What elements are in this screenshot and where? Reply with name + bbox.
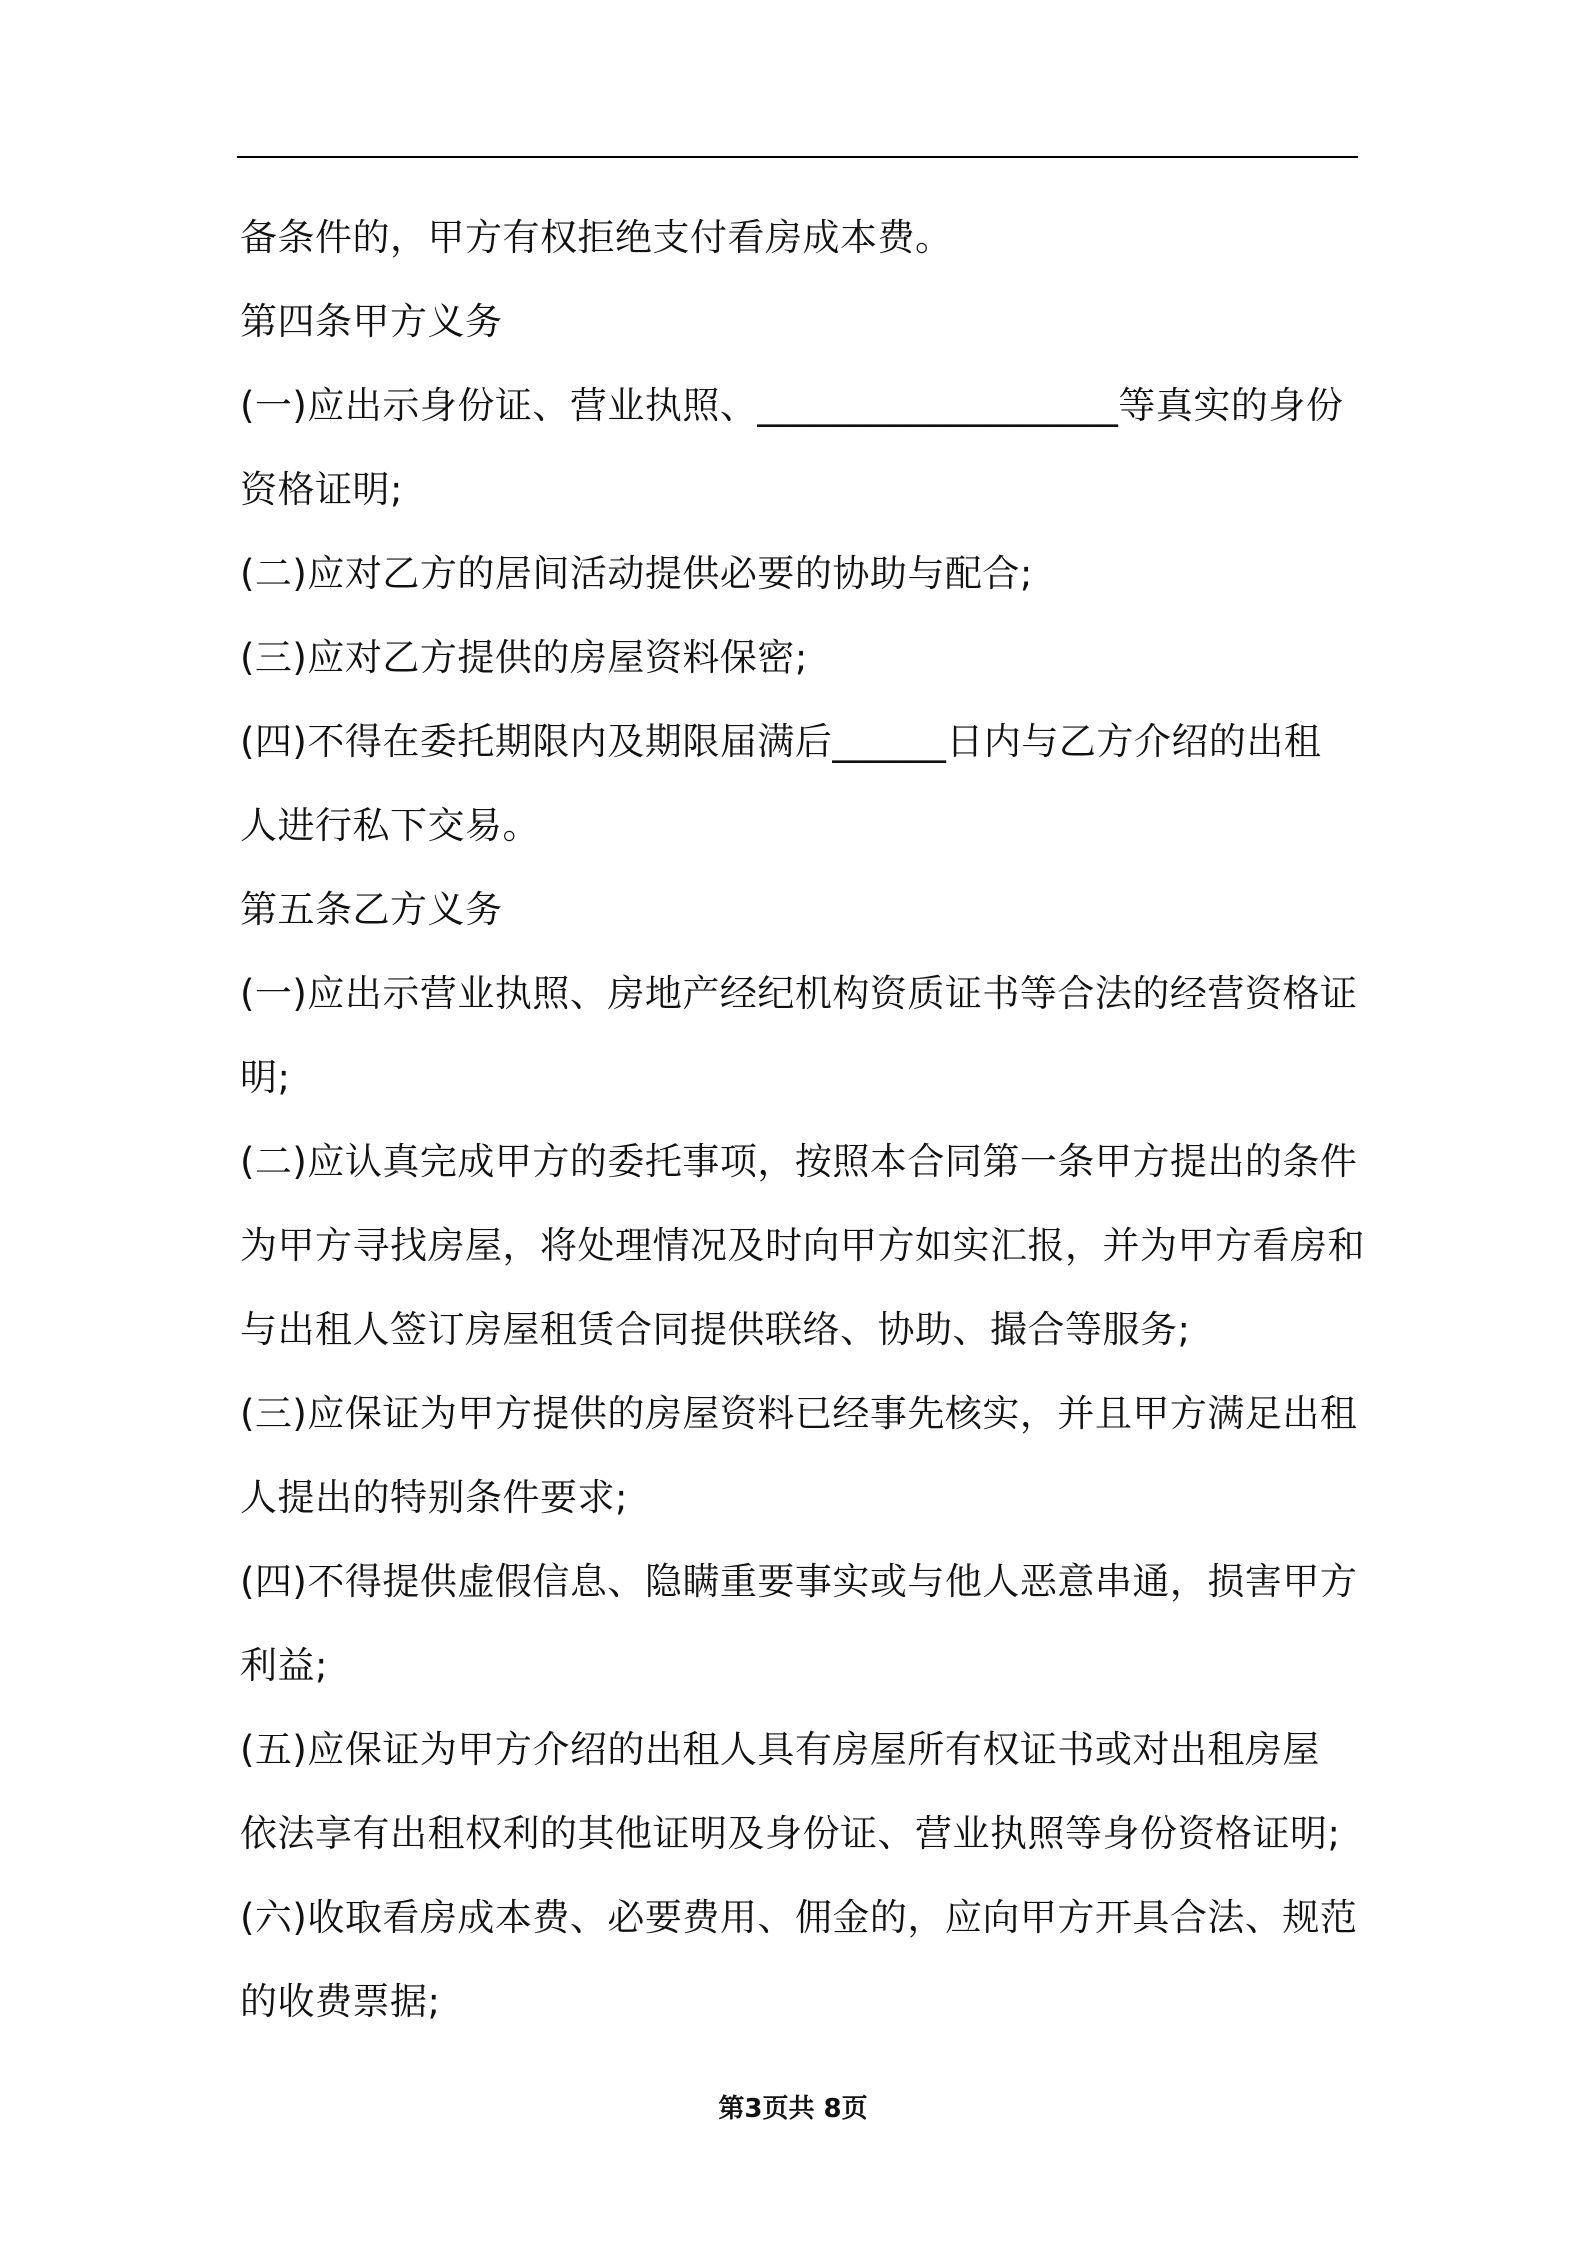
text-line: (三)应对乙方提供的房屋资料保密; — [240, 636, 808, 679]
text-line: (三)应保证为甲方提供的房屋资料已经事先核实，并且甲方满足出租 — [240, 1392, 1358, 1435]
document-body — [240, 196, 1365, 2044]
text-line: 明; — [240, 1056, 291, 1099]
page-number: 第3页共 8页 — [718, 2094, 868, 2124]
text-line: 资格证明; — [240, 468, 403, 511]
text-line: 备条件的，甲方有权拒绝支付看房成本费。 — [240, 216, 953, 259]
text-line: (二)应对乙方的居间活动提供必要的协助与配合; — [240, 552, 1033, 595]
text-line: 为甲方寻找房屋，将处理情况及时向甲方如实汇报，并为甲方看房和 — [240, 1224, 1365, 1267]
text-line: (一)应出示身份证、营业执照、___________________等真实的身份 — [240, 384, 1344, 427]
text-line: (六)收取看房成本费、必要费用、佣金的，应向甲方开具合法、规范 — [240, 1896, 1358, 1939]
text-line: 的收费票据; — [240, 1980, 441, 2023]
text-line: 依法享有出租权利的其他证明及身份证、营业执照等身份资格证明; — [240, 1812, 1341, 1855]
text-line: 利益; — [240, 1644, 328, 1687]
text-line: 人进行私下交易。 — [240, 804, 540, 847]
text-line: (四)不得提供虚假信息、隐瞒重要事实或与他人恶意串通，损害甲方 — [240, 1560, 1358, 1603]
text-line: 与出租人签订房屋租赁合同提供联络、协助、撮合等服务; — [240, 1308, 1191, 1351]
text-line: (二)应认真完成甲方的委托事项，按照本合同第一条甲方提出的条件 — [240, 1140, 1358, 1183]
text-line: (四)不得在委托期限内及期限届满后______日内与乙方介绍的出租 — [240, 720, 1322, 763]
text-line: (五)应保证为甲方介绍的出租人具有房屋所有权证书或对出租房屋 — [240, 1728, 1320, 1771]
text-line: (一)应出示营业执照、房地产经纪机构资质证书等合法的经营资格证 — [240, 972, 1358, 1015]
section-heading: 第四条甲方义务 — [240, 300, 503, 343]
header-divider — [237, 156, 1358, 158]
section-heading: 第五条乙方义务 — [240, 888, 503, 931]
text-line: 人提出的特别条件要求; — [240, 1476, 628, 1519]
